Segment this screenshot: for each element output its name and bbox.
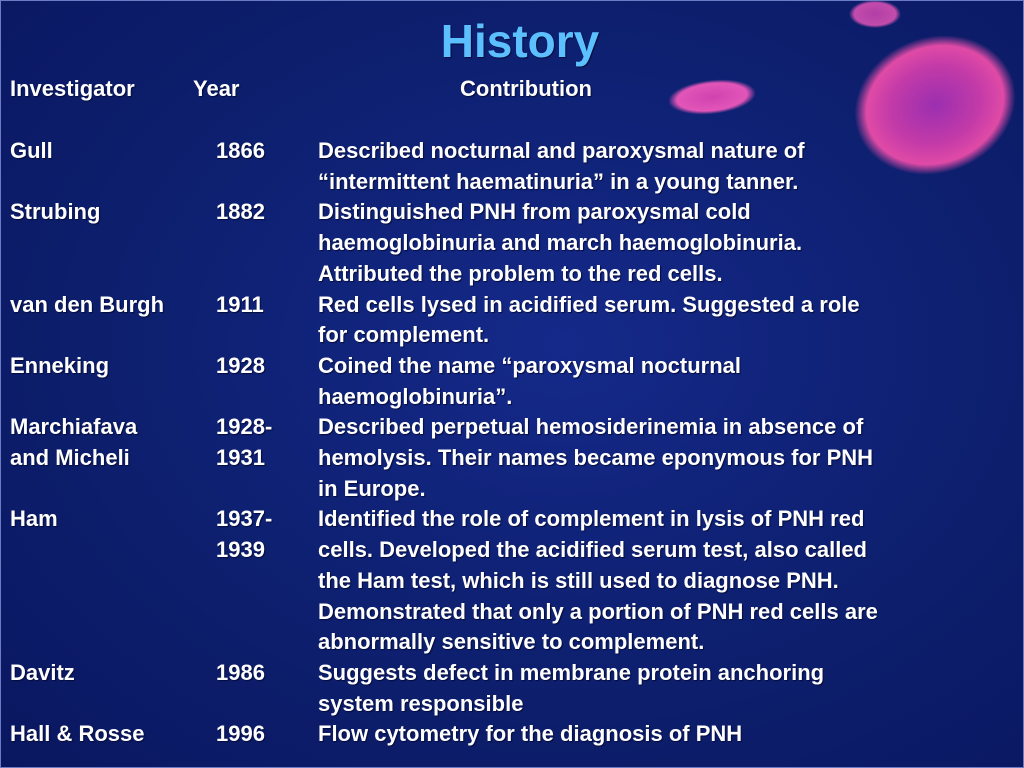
contribution-cell: Described nocturnal and paroxysmal nature of “intermittent haematinuria” in a young tanner. (318, 138, 805, 194)
header-contribution: Contribution (460, 76, 592, 101)
year-cell: 1928 (216, 352, 265, 378)
investigator-cell: Ham (10, 506, 58, 532)
table-row (10, 504, 1014, 658)
table-row (10, 136, 1014, 197)
year-cell: 1866 (216, 138, 265, 163)
table-row (10, 658, 1014, 719)
contribution-cell: Suggests defect in membrane protein anchoring system responsible (318, 659, 825, 716)
year-cell: 1937- 1939 (216, 506, 273, 563)
header-investigator: Investigator (10, 76, 135, 101)
contribution-cell: Flow cytometry for the diagnosis of PNH (318, 721, 743, 747)
contribution-cell: Distinguished PNH from paroxysmal cold haemoglobinuria and march haemoglobinuria. Attributed the problem to the red cells. (318, 199, 803, 286)
contribution-cell: Described perpetual hemosiderinemia in absence of hemolysis. Their names became eponymous for PNH in Europe. (318, 414, 874, 501)
contribution-cell: Coined the name “paroxysmal nocturnal haemoglobinuria”. (318, 352, 741, 409)
header-year: Year (193, 76, 240, 101)
year-cell: 1882 (216, 199, 265, 225)
contribution-cell: Identified the role of complement in lysis of PNH red cells. Developed the acidified serum test, also called the Ham test, which is still used to diagnose PNH. Demonstrated that only a portion of PNH red cells are abnormally sensitive to complement. (318, 506, 878, 655)
table-row (10, 351, 1014, 412)
investigator-cell: van den Burgh (10, 291, 165, 317)
investigator-cell: Strubing (10, 199, 101, 225)
table-row (10, 197, 1014, 289)
year-cell: 1986 (216, 659, 265, 685)
year-cell: 1911 (216, 291, 264, 317)
investigator-cell: Hall & Rosse (10, 721, 145, 747)
contribution-cell: Red cells lysed in acidified serum. Suggested a role for complement. (318, 291, 860, 348)
table-row (10, 412, 1014, 504)
table-row (10, 719, 1014, 750)
investigator-cell: Davitz (10, 659, 75, 685)
table-row (10, 290, 1014, 351)
investigator-cell: Marchiafava and Micheli (10, 414, 138, 471)
history-table (10, 136, 1014, 750)
slide-title: History (440, 15, 600, 67)
investigator-cell: Enneking (10, 352, 110, 378)
table-header (10, 76, 650, 104)
red-blood-cell-small (666, 75, 757, 118)
investigator-cell: Gull (10, 138, 53, 163)
year-cell: 1996 (216, 721, 265, 747)
year-cell: 1928- 1931 (216, 414, 273, 471)
